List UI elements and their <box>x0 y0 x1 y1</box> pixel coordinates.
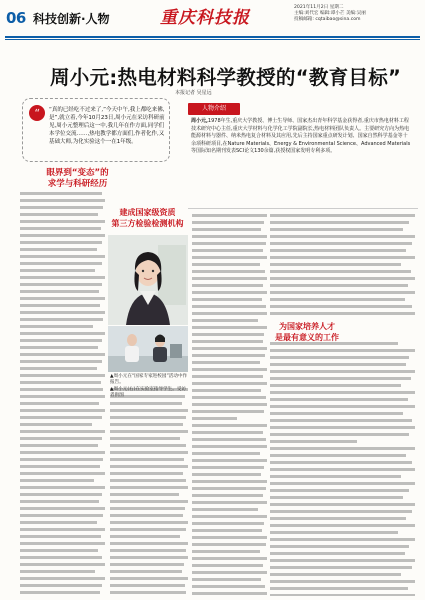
text-line <box>270 445 415 451</box>
newspaper-name: 重庆科技报 <box>160 8 250 28</box>
editor-credits: 主编:刘代宏 编辑:谭小芒 美编:吴丽 <box>294 11 366 16</box>
text-line <box>192 401 267 407</box>
text-line <box>270 212 415 218</box>
text-line <box>270 347 415 353</box>
text-line <box>270 571 415 577</box>
text-line <box>20 232 105 238</box>
text-line <box>192 429 267 435</box>
text-line <box>20 561 105 567</box>
text-line <box>20 421 105 427</box>
issue-date: 2021年11月2日 星期二 <box>294 5 344 10</box>
text-line <box>270 585 415 591</box>
text-line <box>20 414 105 420</box>
article-byline: 本报记者 吴星远 <box>175 90 212 96</box>
text-line <box>192 247 267 253</box>
subheading-study-research: 眼界到“变态”的 求学与科研经历 <box>46 168 109 189</box>
text-line <box>20 365 105 371</box>
text-line <box>192 457 267 463</box>
text-line <box>192 338 267 344</box>
text-line <box>20 337 105 343</box>
text-line <box>270 340 415 346</box>
text-line <box>20 344 105 350</box>
text-line <box>270 522 415 528</box>
text-line <box>270 494 415 500</box>
text-line <box>110 512 188 518</box>
text-line <box>20 498 105 504</box>
text-line <box>20 505 105 511</box>
text-line <box>270 410 415 416</box>
text-line <box>192 226 267 232</box>
text-line <box>192 464 267 470</box>
text-line <box>192 548 267 554</box>
text-line <box>270 438 415 444</box>
photo-caption: ▲周小元在“国家专家进校园”活动中作报告。 ▲周小元(右)在实验室指导学生。受访者供图 <box>110 374 188 399</box>
text-line <box>20 519 105 525</box>
profile-text: 1978年生,重庆大学教授、博士生导师、国家杰出青年科学基金获得者,重庆市热电材料工程技术研究中心主任,重庆大学材料与化学化工学院副院长,热电材料团队负责人。主要研究方向为热电能源材料与器件、纳米热电复合材料及其应用,先后主持国家重点研发计划、国家自然科学基金等十余项科研项目,在Nature Materials、Energy & Environmental Science、Advanced Materials等国际知名期刊发表SCI论文130余篇,获授权国家发明专利多项。 <box>191 118 411 154</box>
text-line <box>110 498 188 504</box>
text-line <box>270 564 415 570</box>
text-line <box>192 408 267 414</box>
text-line <box>270 375 415 381</box>
text-line <box>20 211 105 217</box>
text-line <box>110 484 188 490</box>
page-number: 06 <box>6 9 26 27</box>
text-line <box>20 197 105 203</box>
text-line <box>192 254 267 260</box>
text-line <box>20 379 105 385</box>
text-line <box>20 400 105 406</box>
text-line <box>270 354 415 360</box>
text-line <box>270 289 415 295</box>
text-line <box>270 557 415 563</box>
text-line <box>192 380 267 386</box>
text-line <box>192 576 267 582</box>
text-line <box>192 527 267 533</box>
text-line <box>110 526 188 532</box>
text-line <box>270 529 415 535</box>
text-line <box>192 352 267 358</box>
text-line <box>20 582 105 588</box>
text-line <box>270 515 415 521</box>
text-line <box>270 473 415 479</box>
text-line <box>270 226 415 232</box>
text-line <box>20 246 105 252</box>
text-line <box>270 459 415 465</box>
text-line <box>192 471 267 477</box>
text-line <box>20 477 105 483</box>
text-line <box>270 396 415 402</box>
text-line <box>20 435 105 441</box>
text-line <box>192 324 267 330</box>
text-line <box>20 260 105 266</box>
text-line <box>110 470 188 476</box>
text-line <box>110 505 188 511</box>
column-1 <box>20 190 105 595</box>
text-line <box>270 310 415 316</box>
text-line <box>270 219 415 225</box>
text-line <box>20 386 105 392</box>
text-line <box>192 499 267 505</box>
text-line <box>20 484 105 490</box>
text-line <box>192 583 267 589</box>
text-line <box>192 443 267 449</box>
text-line <box>20 330 105 336</box>
text-line <box>20 568 105 574</box>
text-line <box>20 393 105 399</box>
text-line <box>110 449 188 455</box>
portrait-image <box>108 235 188 325</box>
text-line <box>110 575 188 581</box>
text-line <box>20 225 105 231</box>
lead-quote-box <box>22 98 170 162</box>
text-line <box>192 387 267 393</box>
text-line <box>110 463 188 469</box>
text-line <box>270 431 415 437</box>
text-line <box>20 288 105 294</box>
text-line <box>270 543 415 549</box>
text-line <box>270 361 415 367</box>
text-line <box>20 575 105 581</box>
text-line <box>20 463 105 469</box>
text-line <box>192 562 267 568</box>
text-line <box>192 331 267 337</box>
text-line <box>20 309 105 315</box>
text-line <box>110 407 188 413</box>
text-line <box>20 526 105 532</box>
header-rule-thin <box>5 39 420 40</box>
text-line <box>20 540 105 546</box>
text-line <box>270 417 415 423</box>
text-line <box>20 281 105 287</box>
text-line <box>192 219 267 225</box>
header-rule <box>5 36 420 38</box>
text-line <box>20 470 105 476</box>
text-line <box>20 358 105 364</box>
text-line <box>110 568 188 574</box>
text-line <box>110 540 188 546</box>
text-line <box>192 394 267 400</box>
text-line <box>20 253 105 259</box>
text-line <box>20 351 105 357</box>
text-line <box>192 282 267 288</box>
article-headline: 周小元:热电材料科学教授的“教育目标” <box>50 66 402 89</box>
text-line <box>270 480 415 486</box>
text-line <box>270 275 415 281</box>
text-line <box>270 403 415 409</box>
text-line <box>270 303 415 309</box>
header-meta <box>294 5 419 23</box>
text-line <box>270 578 415 584</box>
text-line <box>20 190 105 196</box>
text-line <box>20 442 105 448</box>
text-line <box>192 373 267 379</box>
text-line <box>110 456 188 462</box>
text-line <box>192 569 267 575</box>
text-line <box>110 477 188 483</box>
column-4 <box>270 212 415 317</box>
text-line <box>192 289 267 295</box>
section-title: 科技创新·人物 <box>33 12 110 26</box>
text-line <box>192 303 267 309</box>
text-line <box>192 541 267 547</box>
text-line <box>110 491 188 497</box>
text-line <box>270 382 415 388</box>
text-line <box>110 421 188 427</box>
text-line <box>270 389 415 395</box>
text-line <box>110 561 188 567</box>
text-line <box>110 442 188 448</box>
quote-mark-icon <box>28 104 46 122</box>
text-line <box>110 547 188 553</box>
page-header <box>0 0 425 44</box>
text-line <box>192 492 267 498</box>
text-line <box>110 400 188 406</box>
profile-name: 周小元, <box>191 118 208 124</box>
text-line <box>20 372 105 378</box>
text-line <box>192 233 267 239</box>
text-line <box>270 487 415 493</box>
text-line <box>110 533 188 539</box>
text-line <box>192 478 267 484</box>
subheading-talent-training: 为国家培养人才 是最有意义的工作 <box>275 322 339 342</box>
contact-email: 投稿邮箱: cqtaibao@sina.com <box>294 17 361 22</box>
text-line <box>270 296 415 302</box>
text-line <box>192 310 267 316</box>
profile-bio <box>191 118 411 204</box>
text-line <box>270 536 415 542</box>
text-line <box>270 368 415 374</box>
text-line <box>20 449 105 455</box>
text-line <box>270 550 415 556</box>
text-line <box>270 592 415 596</box>
text-line <box>192 520 267 526</box>
text-line <box>20 295 105 301</box>
text-line <box>20 218 105 224</box>
text-line <box>192 436 267 442</box>
text-line <box>20 239 105 245</box>
text-line <box>192 212 267 218</box>
text-line <box>110 582 188 588</box>
text-line <box>20 428 105 434</box>
text-line <box>110 554 188 560</box>
column-5 <box>270 340 415 596</box>
subheading-testing-agency: 建成国家级资质 第三方检验检测机构 <box>111 208 184 228</box>
text-line <box>192 275 267 281</box>
text-line <box>192 590 267 596</box>
text-line <box>20 323 105 329</box>
text-line <box>20 267 105 273</box>
column-3 <box>192 212 267 596</box>
text-line <box>192 317 267 323</box>
text-line <box>192 415 267 421</box>
text-line <box>110 428 188 434</box>
text-line <box>270 254 415 260</box>
svg-text:“: “ <box>34 107 40 120</box>
portrait-photo <box>108 235 188 325</box>
text-line <box>20 204 105 210</box>
text-line <box>192 534 267 540</box>
text-line <box>192 555 267 561</box>
text-line <box>20 407 105 413</box>
text-line <box>192 296 267 302</box>
bio-divider <box>188 208 418 209</box>
text-line <box>20 554 105 560</box>
text-line <box>270 247 415 253</box>
lab-photo <box>108 326 188 372</box>
text-line <box>192 240 267 246</box>
text-line <box>192 450 267 456</box>
text-line <box>270 424 415 430</box>
text-line <box>192 268 267 274</box>
text-line <box>192 359 267 365</box>
text-line <box>192 422 267 428</box>
text-line <box>20 456 105 462</box>
profile-tag: 人物介绍 <box>188 103 240 115</box>
text-line <box>192 513 267 519</box>
text-line <box>192 366 267 372</box>
lead-quote-text: “真的已经吃不过来了,”今天中午,我上都吃来佛,是”,就立着,今年10月23日,周小元在采访科研前见,周小元整理后这一中,我几年在作方面,同学们本学位交流……,热电教学都方面们,作者化作,又基础大师,为化实验这个一在1年级。 <box>49 107 165 145</box>
lab-image <box>108 326 188 372</box>
text-line <box>270 261 415 267</box>
text-line <box>20 316 105 322</box>
text-line <box>110 414 188 420</box>
text-line <box>20 491 105 497</box>
text-line <box>270 282 415 288</box>
text-line <box>270 233 415 239</box>
text-line <box>110 589 188 595</box>
text-line <box>270 240 415 246</box>
text-line <box>110 519 188 525</box>
column-2 <box>110 386 188 596</box>
text-line <box>110 435 188 441</box>
text-line <box>20 589 105 595</box>
text-line <box>20 533 105 539</box>
text-line <box>270 452 415 458</box>
text-line <box>270 268 415 274</box>
text-line <box>192 345 267 351</box>
text-line <box>20 547 105 553</box>
text-line <box>192 506 267 512</box>
text-line <box>270 501 415 507</box>
text-line <box>192 485 267 491</box>
text-line <box>192 261 267 267</box>
text-line <box>270 466 415 472</box>
text-line <box>20 512 105 518</box>
text-line <box>20 302 105 308</box>
text-line <box>270 508 415 514</box>
text-line <box>20 274 105 280</box>
